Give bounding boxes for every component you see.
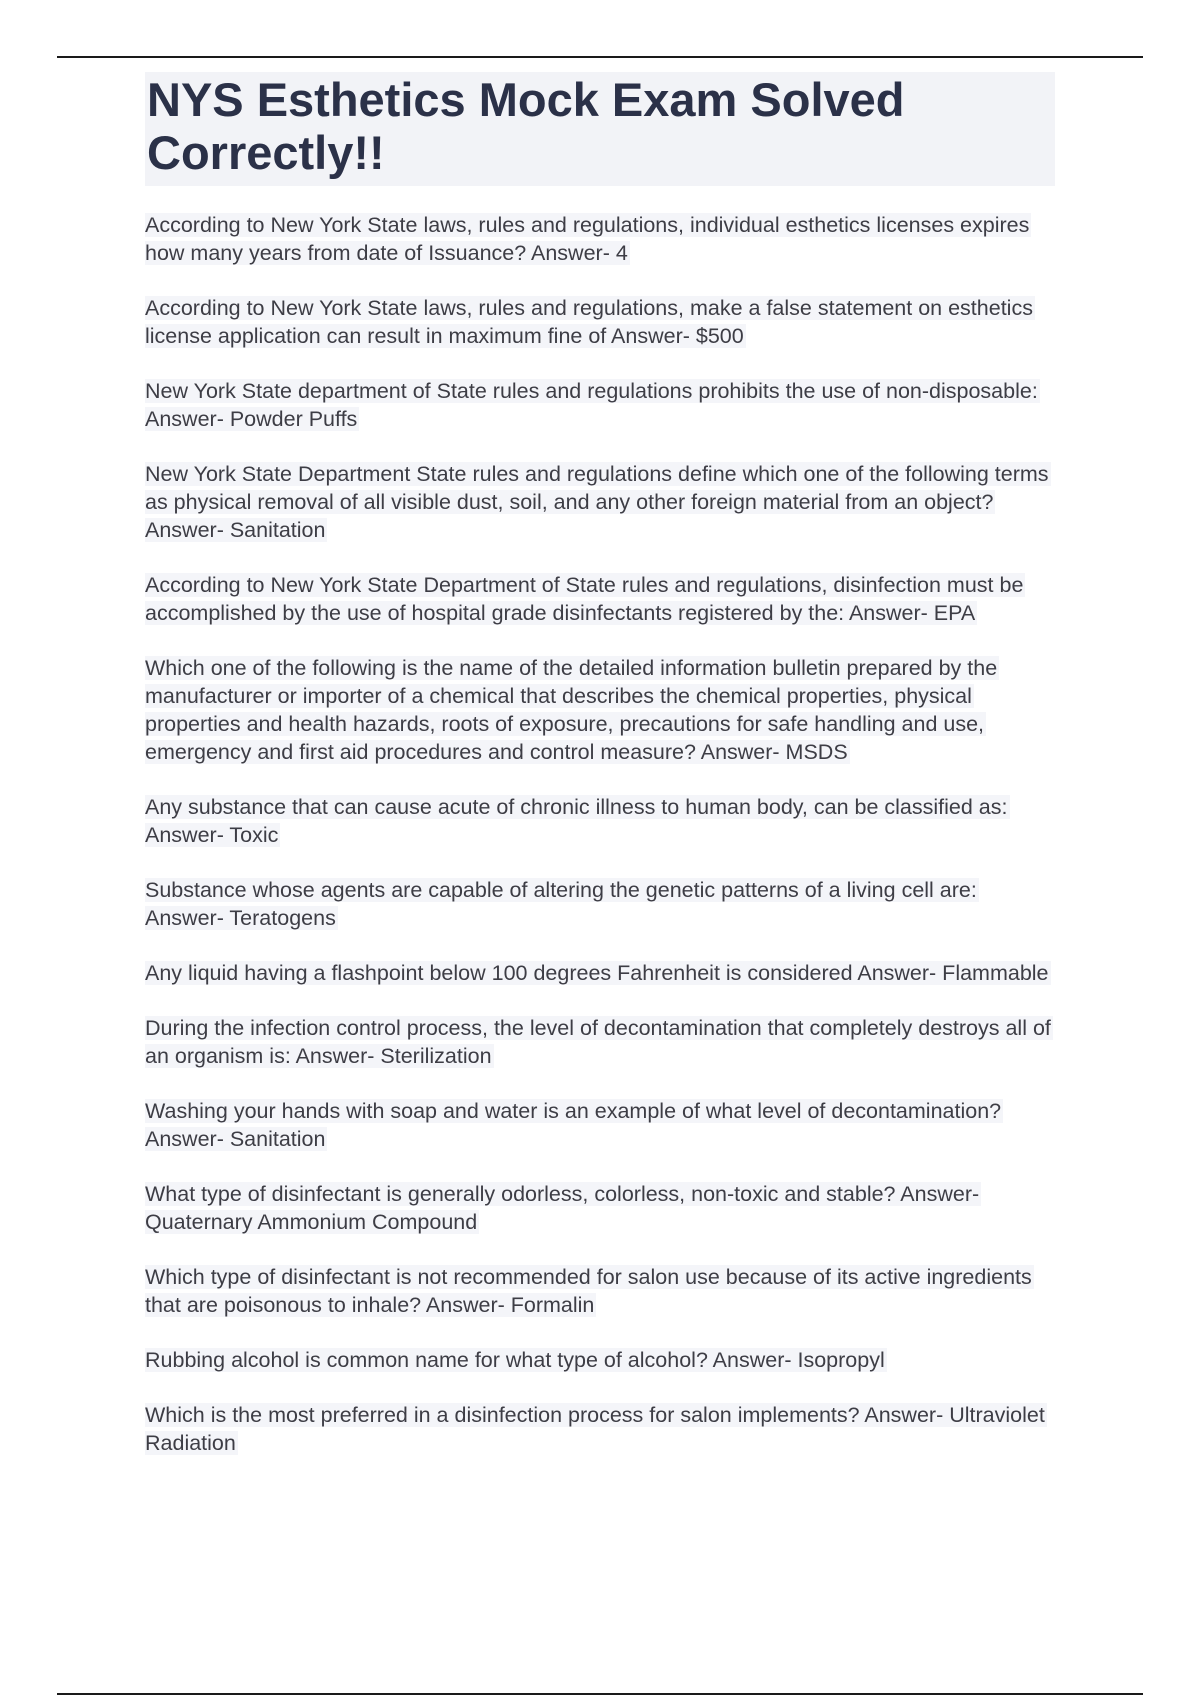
qa-text: New York State department of State rules and regulations prohibits the use of non-disposable: Answer- Powder Puffs [145, 379, 1038, 431]
bottom-divider [57, 1693, 1143, 1695]
qa-item [145, 294, 1055, 350]
top-divider [57, 56, 1143, 58]
qa-item [145, 460, 1055, 544]
qa-item [145, 1263, 1055, 1319]
qa-text: According to New York State laws, rules and regulations, individual esthetics licenses expires how many years from date of Issuance? Answer- 4 [145, 213, 1030, 265]
qa-text: Rubbing alcohol is common name for what type of alcohol? Answer- Isopropyl [145, 1348, 885, 1372]
qa-text: Substance whose agents are capable of altering the genetic patterns of a living cell are: Answer- Teratogens [145, 878, 977, 930]
qa-item [145, 1180, 1055, 1236]
qa-text: Which is the most preferred in a disinfection process for salon implements? Answer- Ultraviolet Radiation [145, 1403, 1045, 1455]
qa-text: Which one of the following is the name of the detailed information bulletin prepared by the manufacturer or importer of a chemical that describes the chemical properties, physical properties and health hazards, roots of exposure, precautions for safe handling and use, emergency and first aid procedures and control measure? Answer- MSDS [145, 656, 998, 764]
document-title: NYS Esthetics Mock Exam Solved Correctly!! [147, 73, 905, 179]
qa-text: Any substance that can cause acute of chronic illness to human body, can be classified as: Answer- Toxic [145, 795, 1008, 847]
qa-text: Any liquid having a flashpoint below 100 degrees Fahrenheit is considered Answer- Flammable [145, 961, 1049, 985]
qa-item [145, 571, 1055, 627]
qa-text: Washing your hands with soap and water is an example of what level of decontamination? Answer- Sanitation [145, 1099, 1002, 1151]
title-block [145, 72, 1055, 186]
qa-text: According to New York State laws, rules and regulations, make a false statement on esthetics license application can result in maximum fine of Answer- $500 [145, 296, 1033, 348]
qa-item [145, 1401, 1055, 1457]
qa-item [145, 377, 1055, 433]
document-body [145, 72, 1055, 1484]
qa-text: New York State Department State rules and regulations define which one of the following terms as physical removal of all visible dust, soil, and any other foreign material from an object? Answer- Sanitation [145, 462, 1049, 542]
qa-text: During the infection control process, the level of decontamination that completely destroys all of an organism is: Answer- Sterilization [145, 1016, 1051, 1068]
qa-item [145, 1014, 1055, 1070]
qa-text: Which type of disinfectant is not recommended for salon use because of its active ingredients that are poisonous to inhale? Answer- Formalin [145, 1265, 1032, 1317]
qa-item [145, 876, 1055, 932]
qa-text: According to New York State Department of State rules and regulations, disinfection must be accomplished by the use of hospital grade disinfectants registered by the: Answer- EPA [145, 573, 1024, 625]
qa-text: What type of disinfectant is generally odorless, colorless, non-toxic and stable? Answer- Quaternary Ammonium Compound [145, 1182, 980, 1234]
qa-item [145, 959, 1055, 987]
question-list [145, 211, 1055, 1457]
qa-item [145, 793, 1055, 849]
qa-item [145, 211, 1055, 267]
qa-item [145, 654, 1055, 766]
qa-item [145, 1097, 1055, 1153]
qa-item [145, 1346, 1055, 1374]
